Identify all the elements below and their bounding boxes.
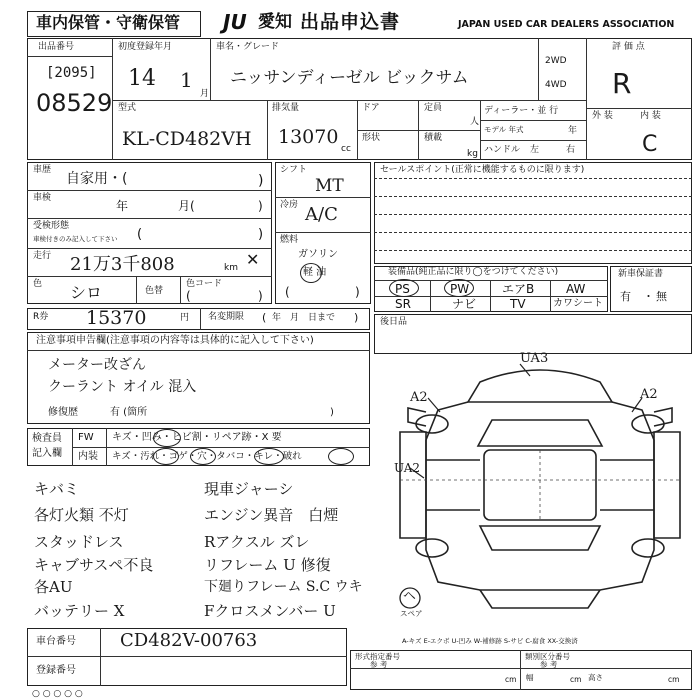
length-unit: cm <box>505 675 517 684</box>
handwritten-right-6: Fクロスメンバー U <box>204 602 336 620</box>
inspection-year: 年 <box>116 199 129 213</box>
displacement-label: 排気量 <box>272 103 300 113</box>
inspector-circle-burn <box>190 448 216 465</box>
divider <box>374 196 692 197</box>
equip-sr: SR <box>395 297 411 311</box>
logo-text: 愛知 <box>258 12 292 32</box>
load-unit: kg <box>467 149 478 159</box>
handwritten-left-4: キャブサスペ不良 <box>34 556 154 574</box>
recycle-value: 15370 <box>86 307 147 329</box>
repair-label: 修復歴 <box>48 407 78 418</box>
handle-label: ハンドル <box>484 145 521 155</box>
type-spec-ref: 参 考 <box>370 660 388 669</box>
inspection-close: ) <box>258 199 263 213</box>
divider <box>27 656 347 657</box>
later-items-label: 後日品 <box>380 317 408 327</box>
registration-month-unit: 月 <box>200 89 210 99</box>
damage-legend: A-キズ E-エクボ U-凹み W-補修跡 S-サビ C-腐食 XX-交換済 <box>402 637 578 645</box>
recycle-unit: 円 <box>180 313 190 323</box>
type-spec-label: 形式指定番号 <box>355 652 400 661</box>
model-name-value: ニッサンディーゼル ビックサム <box>230 68 469 88</box>
inspection-month: 月( <box>178 199 195 213</box>
divider <box>490 280 491 312</box>
equip-airbag: エアB <box>502 282 535 296</box>
divider <box>480 100 481 160</box>
fuel-close: ) <box>355 285 360 299</box>
divider <box>374 250 692 251</box>
form-title: 出品申込書 <box>300 11 401 33</box>
handle-left: 左 <box>530 145 540 155</box>
divider <box>200 308 201 330</box>
name-change-value: 年 月 日まで <box>272 313 336 323</box>
category-label: 類別区分番号 <box>525 652 570 661</box>
usage-value: 自家用・( <box>66 171 128 187</box>
notes-label: 注意事項申告欄(注意事項の内容等は具体的に記入して下さい) <box>36 335 314 346</box>
aircon-label: 冷房 <box>280 200 299 210</box>
divider <box>520 650 521 690</box>
divider <box>27 218 272 219</box>
name-change-open: ( <box>262 311 267 324</box>
name-change-close: ) <box>354 311 359 324</box>
type-value: KL-CD482VH <box>122 128 252 150</box>
handwritten-right-3: Rアクスル ズレ <box>204 533 310 551</box>
warranty-label: 新車保証書 <box>618 269 664 279</box>
divider <box>374 178 692 179</box>
divider <box>538 38 539 100</box>
load-label: 積載 <box>424 133 443 143</box>
warranty-yes: 有 <box>620 290 631 303</box>
inspector-row2: キズ・汚れ・ゴゲ・穴・タバコ・キレ・破れ <box>112 451 302 462</box>
divider <box>180 276 181 304</box>
capacity-label: 定員 <box>424 103 443 113</box>
aircon-value: A/C <box>305 204 338 225</box>
equip-tv: TV <box>510 297 526 311</box>
inspector-fw: FW <box>78 432 94 443</box>
divider <box>27 276 272 277</box>
inspector-circle-dent <box>153 429 181 447</box>
color-code-close: ) <box>258 289 263 303</box>
usage-label: 車歴 <box>33 165 52 175</box>
divider <box>374 214 692 215</box>
fuel-label: 燃料 <box>280 235 299 245</box>
interior-value: C <box>642 132 658 157</box>
lot-number: 08529 <box>36 89 113 117</box>
lot-sub-number: [2095] <box>46 65 97 81</box>
equipment-label: 装備品(純正品に限り◯をつけてください) <box>388 267 559 277</box>
equip-leather: カワシート <box>553 298 603 309</box>
notes-line1: メーター改ざん <box>48 357 146 373</box>
divider <box>72 447 370 448</box>
divider <box>357 130 480 131</box>
vehicle-history-block <box>27 162 272 304</box>
later-items-block <box>374 314 692 354</box>
displacement-unit: cc <box>341 144 351 154</box>
equip-pw: PW <box>450 282 470 296</box>
registration-label: 初度登録年月 <box>118 42 173 52</box>
type-spec-box <box>350 650 692 690</box>
sales-point-label: セールスポイント(正常に機能するものに限ります) <box>380 165 585 175</box>
inheritance-close: ) <box>258 227 264 242</box>
divider <box>106 428 107 466</box>
inspector-label1: 検査員 <box>32 433 62 444</box>
notes-line2: クーラント オイル 混入 <box>48 379 197 395</box>
handwritten-left-3: スタッドレス <box>34 533 124 551</box>
divider <box>430 280 431 312</box>
divider <box>480 140 586 141</box>
divider <box>136 276 137 304</box>
divider <box>480 120 586 121</box>
fuel-diesel: 軽 油 <box>303 267 327 278</box>
storage-title: 車内保管・守衛保管 <box>36 13 181 32</box>
drive-4wd: 4WD <box>545 80 567 90</box>
mileage-cross-mark: ✕ <box>246 250 260 269</box>
mileage-value: 21万3千808 <box>70 254 175 275</box>
divider <box>550 280 551 312</box>
diagram-mark-ua2: UA2 <box>394 461 421 475</box>
rating-label: 評 価 点 <box>612 42 645 52</box>
name-change-label: 名変期限 <box>208 312 245 322</box>
divider <box>350 668 692 669</box>
doors-label: ドア <box>362 103 380 113</box>
reg-number-label: 登録番号 <box>36 665 76 676</box>
color-code-open: ( <box>186 289 191 303</box>
handwritten-left-5: 各AU <box>34 578 73 596</box>
rating-value: R <box>612 67 632 100</box>
equip-pw-circle <box>444 279 474 297</box>
spare-value: ヘ <box>403 589 417 604</box>
chassis-value: CD482V-00763 <box>120 630 258 651</box>
fuel-open: ( <box>285 285 290 299</box>
bottom-row-circles: ○ ○ ○ ○ ○ <box>32 689 83 699</box>
diagram-mark-a2-right: A2 <box>640 387 658 402</box>
divider <box>27 56 112 57</box>
exterior-label: 外 装 <box>592 111 613 121</box>
inspection-label: 車検 <box>33 193 52 203</box>
dealer-label: ディーラー・並 行 <box>484 106 559 116</box>
height-unit: cm <box>668 675 680 684</box>
width-label: 幅 <box>526 673 534 682</box>
height-label: 高さ <box>588 673 603 682</box>
model-year-label: モデル 年式 <box>484 125 524 134</box>
warranty-no: 無 <box>656 290 667 303</box>
divider <box>210 38 211 100</box>
diagram-mark-ua3: UA3 <box>520 351 549 366</box>
warranty-sep: ・ <box>643 290 654 303</box>
inspector-interior: 内装 <box>78 451 98 462</box>
color-label: 色 <box>33 279 43 289</box>
divider <box>100 628 101 686</box>
inspector-circle-tear <box>328 448 354 465</box>
equip-ps: PS <box>395 282 410 296</box>
divider <box>374 232 692 233</box>
model-year-unit: 年 <box>568 126 578 136</box>
interior-label: 内 装 <box>640 111 661 121</box>
divider <box>267 100 268 160</box>
usage-close: ) <box>258 173 264 189</box>
logo-mark: JU <box>223 10 247 34</box>
divider <box>27 350 370 351</box>
divider <box>586 38 587 160</box>
type-label: 型式 <box>118 103 137 113</box>
handwritten-right-4: リフレーム U 修復 <box>204 556 331 574</box>
handwritten-right-5: 下廻りフレーム S.C ウキ <box>204 579 363 595</box>
association-name: JAPAN USED CAR DEALERS ASSOCIATION <box>458 19 675 30</box>
repair-close: ) <box>330 407 334 418</box>
color-value: シロ <box>70 283 103 302</box>
divider <box>586 108 692 109</box>
inspector-row1: キズ・凹み・ヒビ割・リペア跡・X 要 <box>112 432 282 443</box>
mileage-unit: km <box>224 263 238 273</box>
shift-label: シフト <box>280 165 308 175</box>
model-name-label: 車名・グレード <box>216 42 280 52</box>
divider <box>27 248 272 249</box>
equip-ps-circle <box>389 279 419 297</box>
handle-right: 右 <box>566 145 576 155</box>
handwritten-right-2: エンジン異音 白煙 <box>204 506 339 524</box>
handwritten-left-2: 各灯火類 不灯 <box>34 506 129 524</box>
width-unit: cm <box>570 675 582 684</box>
equip-navi: ナビ <box>452 297 477 311</box>
inheritance-note: 車検付きのみ記入して下さい <box>33 235 118 243</box>
recycle-label: R券 <box>33 312 49 322</box>
handwritten-left-6: バッテリー X <box>34 602 125 620</box>
repair-value: 有 (箇所 <box>110 407 148 418</box>
diagram-mark-a2-left: A2 <box>410 390 428 405</box>
capacity-unit: 人 <box>470 117 480 127</box>
handwritten-right-1: 現車ジャーシ <box>204 480 294 498</box>
inheritance-open: ( <box>137 227 143 242</box>
divider <box>27 190 272 191</box>
inspector-label2: 記入欄 <box>32 448 62 459</box>
inheritance-label: 受検形態 <box>33 221 70 231</box>
color-code-label: 色コード <box>186 279 223 289</box>
divider <box>275 232 371 233</box>
displacement-value: 13070 <box>278 126 339 148</box>
color-retouch-label: 色替 <box>145 286 164 296</box>
chassis-label: 車台番号 <box>36 636 76 647</box>
handwritten-left-1: キバミ <box>34 480 80 498</box>
fuel-diesel-circle <box>300 263 322 283</box>
shape-label: 形状 <box>362 133 381 143</box>
mileage-label: 走行 <box>33 251 52 261</box>
registration-year: 14 <box>128 66 156 91</box>
fuel-gasoline: ガソリン <box>298 249 338 260</box>
inspector-circle-tobacco <box>254 448 284 465</box>
shift-value: MT <box>315 176 344 196</box>
equip-aw: AW <box>566 282 586 296</box>
registration-month: 1 <box>180 68 193 92</box>
lot-label: 出品番号 <box>38 42 75 52</box>
divider <box>112 100 586 101</box>
divider <box>275 197 371 198</box>
drive-2wd: 2WD <box>545 56 567 66</box>
spare-label: スペア <box>400 609 423 618</box>
inspector-circle-dirt <box>153 448 179 465</box>
category-ref: 参 考 <box>540 660 558 669</box>
